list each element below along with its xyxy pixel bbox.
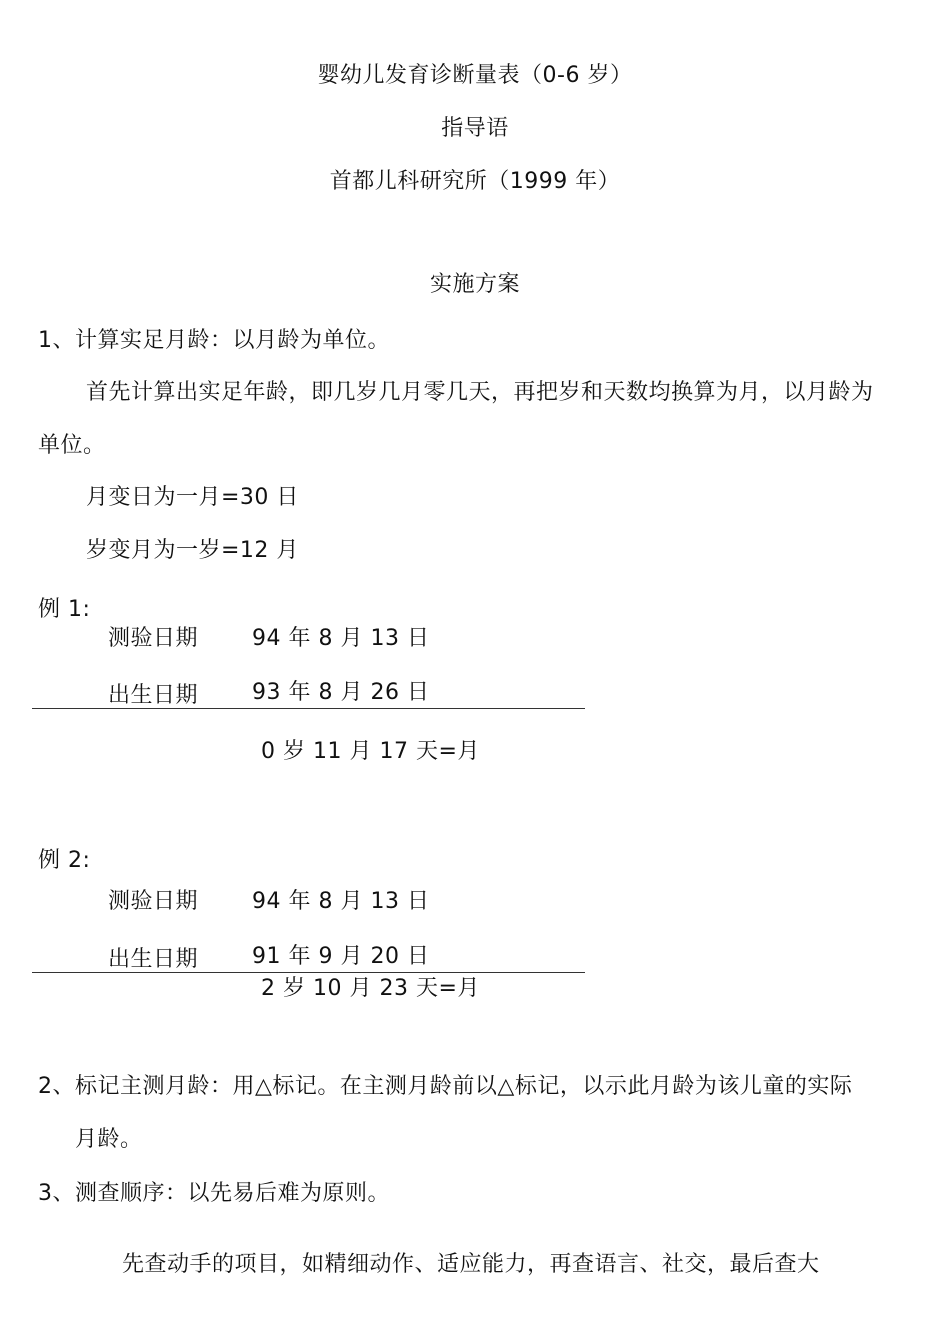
- item3-paragraph: 先查动手的项目，如精细动作、适应能力，再查语言、社交，最后查大: [122, 1252, 820, 1277]
- example1-birth-date-label: 出生日期: [108, 683, 199, 708]
- example2-subtraction-line: [32, 972, 585, 973]
- item1-paragraph-line2: 单位。: [38, 433, 106, 458]
- example2-birth-date-value: 91 年 9 月 20 日: [252, 944, 430, 969]
- example1-subtraction-line: [32, 708, 585, 709]
- document-subtitle: 指导语: [441, 116, 509, 141]
- example2-test-date-label: 测验日期: [108, 889, 199, 914]
- section-heading: 实施方案: [429, 272, 520, 297]
- example1-label: 例 1:: [38, 597, 91, 622]
- item1-rule-year-months: 岁变月为一岁=12 月: [86, 538, 299, 563]
- example1-test-date-value: 94 年 8 月 13 日: [252, 626, 430, 651]
- example1-test-date-label: 测验日期: [108, 626, 199, 651]
- example1-result: 0 岁 11 月 17 天=月: [261, 739, 480, 764]
- item2-line2: 月龄。: [75, 1127, 143, 1152]
- item1-paragraph-line1: 首先计算出实足年龄，即几岁几月零几天，再把岁和天数均换算为月，以月龄为: [86, 380, 874, 405]
- item3-title: 3、测查顺序：以先易后难为原则。: [38, 1181, 390, 1206]
- example2-label: 例 2:: [38, 848, 91, 873]
- example2-result: 2 岁 10 月 23 天=月: [261, 976, 480, 1001]
- example2-birth-date-label: 出生日期: [108, 947, 199, 972]
- example1-birth-date-value: 93 年 8 月 26 日: [252, 680, 430, 705]
- item1-rule-month-days: 月变日为一月=30 日: [86, 485, 299, 510]
- document-title: 婴幼儿发育诊断量表（0-6 岁）: [317, 63, 633, 88]
- item1-title: 1、计算实足月龄：以月龄为单位。: [38, 328, 390, 353]
- example2-test-date-value: 94 年 8 月 13 日: [252, 889, 430, 914]
- document-institute: 首都儿科研究所（1999 年）: [329, 169, 621, 194]
- item2-line1: 2、标记主测月龄：用△标记。在主测月龄前以△标记，以示此月龄为该儿童的实际: [38, 1074, 853, 1099]
